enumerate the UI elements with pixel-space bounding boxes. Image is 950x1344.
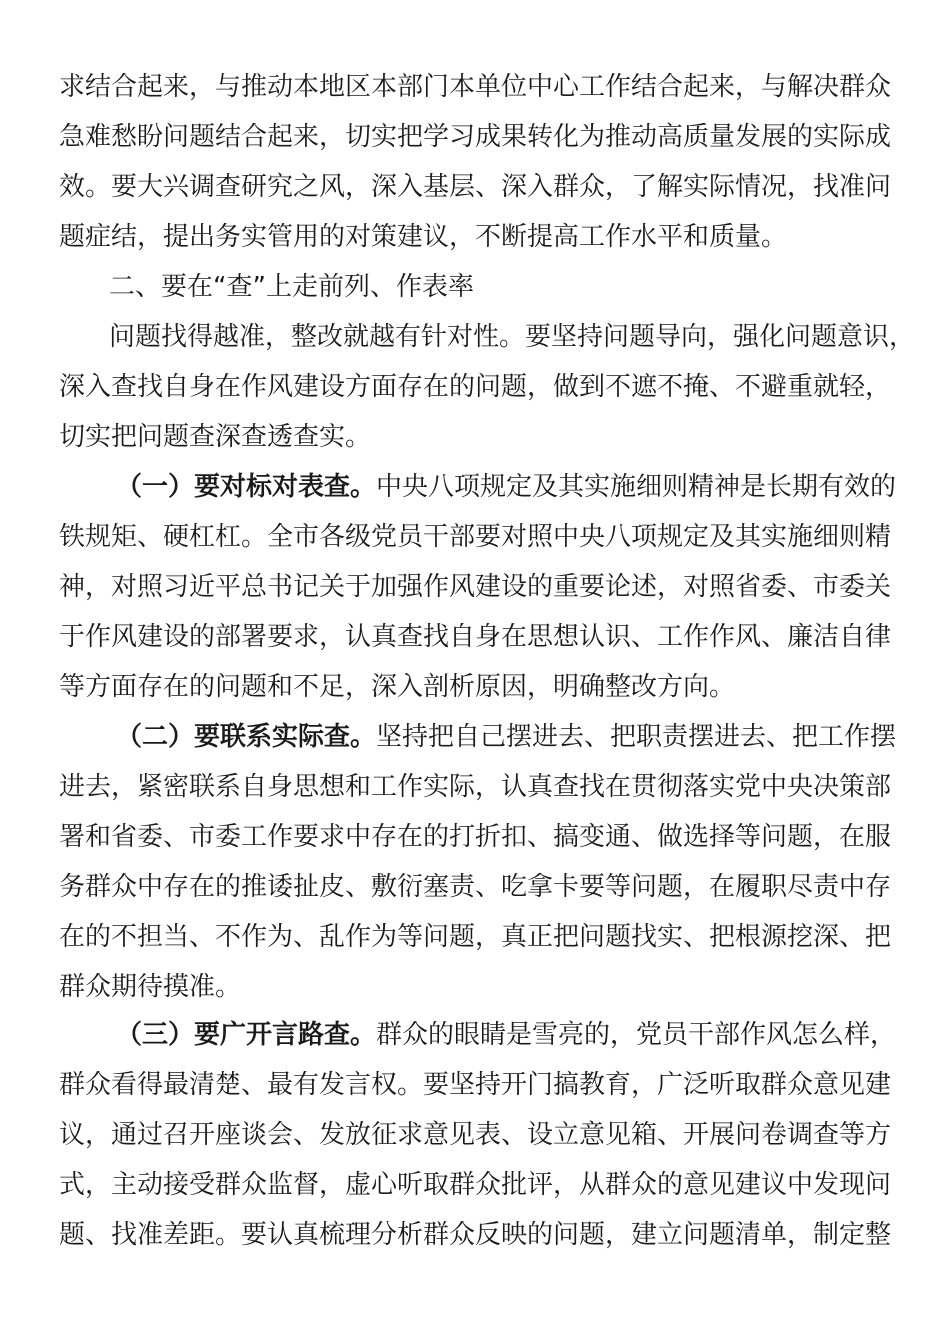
subsection-line xyxy=(116,722,896,752)
paragraph-line: 于作风建设的部署要求，认真查找自身在思想认识、工作作风、廉洁自律 xyxy=(59,622,892,652)
subsection-text: 群众的眼睛是雪亮的，党员干部作风怎么样， xyxy=(376,1020,897,1050)
subsection-line xyxy=(116,1020,896,1050)
paragraph-line: 群众期待摸准。 xyxy=(59,972,242,1002)
subsection-text: 坚持把自己摆进去、把职责摆进去、把工作摆 xyxy=(376,722,897,752)
paragraph-line: 群众看得最清楚、最有发言权。要坚持开门搞教育，广泛听取群众意见建 xyxy=(59,1070,892,1100)
paragraph-line: 等方面存在的问题和不足，深入剖析原因，明确整改方向。 xyxy=(59,672,736,702)
subsection-text: 中央八项规定及其实施细则精神是长期有效的 xyxy=(376,472,897,502)
subsection-line xyxy=(116,472,896,502)
section-heading: 二、要在“查”上走前列、作表率 xyxy=(109,272,474,302)
paragraph-line: 深入查找自身在作风建设方面存在的问题，做到不遮不掩、不避重就轻， xyxy=(59,372,892,402)
paragraph-line: 切实把问题查深查透查实。 xyxy=(59,422,372,452)
paragraph-line: 进去，紧密联系自身思想和工作实际，认真查找在贯彻落实党中央决策部 xyxy=(59,772,892,802)
paragraph-line: 神，对照习近平总书记关于加强作风建设的重要论述，对照省委、市委关 xyxy=(59,572,892,602)
subsection-heading-3: （三）要广开言路查。 xyxy=(116,1020,377,1050)
paragraph-line: 署和省委、市委工作要求中存在的打折扣、搞变通、做选择等问题，在服 xyxy=(59,822,892,852)
subsection-heading-1: （一）要对标对表查。 xyxy=(116,472,377,502)
subsection-heading-2: （二）要联系实际查。 xyxy=(116,722,377,752)
paragraph-line: 效。要大兴调查研究之风，深入基层、深入群众，了解实际情况，找准问 xyxy=(59,172,892,202)
paragraph-line: 议，通过召开座谈会、发放征求意见表、设立意见箱、开展问卷调查等方 xyxy=(59,1120,892,1150)
paragraph-line: 在的不担当、不作为、乱作为等问题，真正把问题找实、把根源挖深、把 xyxy=(59,922,892,952)
paragraph-line: 问题找得越准，整改就越有针对性。要坚持问题导向，强化问题意识， xyxy=(109,322,916,352)
paragraph-line: 题症结，提出务实管用的对策建议，不断提高工作水平和质量。 xyxy=(59,222,788,252)
paragraph-line: 铁规矩、硬杠杠。全市各级党员干部要对照中央八项规定及其实施细则精 xyxy=(59,522,892,552)
paragraph-line: 务群众中存在的推诿扯皮、敷衍塞责、吃拿卡要等问题，在履职尽责中存 xyxy=(59,872,892,902)
paragraph-line: 急难愁盼问题结合起来，切实把学习成果转化为推动高质量发展的实际成 xyxy=(59,122,892,152)
paragraph-line: 求结合起来，与推动本地区本部门本单位中心工作结合起来，与解决群众 xyxy=(59,72,892,102)
paragraph-line: 式，主动接受群众监督，虚心听取群众批评，从群众的意见建议中发现问 xyxy=(59,1170,892,1200)
paragraph-line: 题、找准差距。要认真梳理分析群众反映的问题，建立问题清单，制定整 xyxy=(59,1220,892,1250)
